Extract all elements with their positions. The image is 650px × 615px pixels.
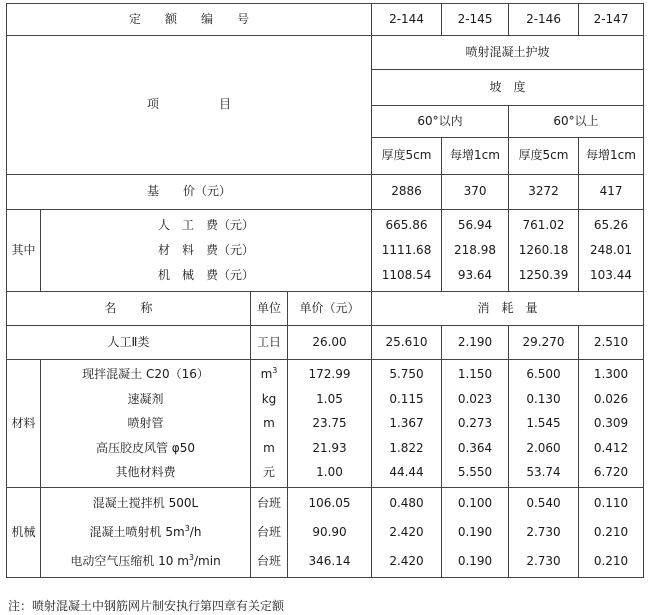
material-value: 1.822 — [389, 440, 424, 455]
machine-values — [579, 488, 644, 578]
item-label: 项 目 — [7, 36, 372, 175]
breakdown-value: 218.98 — [454, 243, 497, 257]
material-value: 5.750 — [389, 367, 424, 382]
breakdown-item-name: 人 工 费（元） — [158, 218, 255, 232]
material-price: 1.05 — [316, 391, 343, 406]
material-names — [41, 360, 251, 488]
materials-label: 材料 — [7, 360, 41, 488]
material-value: 1.367 — [389, 416, 424, 431]
machine-value: 0.480 — [389, 496, 424, 510]
material-value: 6.720 — [593, 465, 629, 480]
col-unit-header: 单位 — [251, 292, 288, 326]
material-name: 高压胶皮风管 φ50 — [95, 440, 195, 455]
breakdown-values — [372, 210, 442, 292]
machine-unit: 台班 — [256, 525, 281, 539]
base-price-value: 3272 — [509, 175, 579, 210]
quota-table — [6, 3, 644, 578]
work-name-row — [7, 36, 644, 70]
material-value: 2.060 — [526, 440, 561, 455]
machine-price: 346.14 — [308, 554, 351, 568]
breakdown-value: 65.26 — [593, 218, 629, 232]
breakdown-value: 761.02 — [522, 218, 565, 232]
base-price-label: 基 价（元） — [7, 175, 372, 210]
material-value: 0.412 — [593, 440, 629, 455]
col-consumption-header: 消 耗 量 — [372, 292, 644, 326]
machine-value: 2.420 — [389, 525, 424, 539]
material-values — [579, 360, 644, 488]
labor-price: 26.00 — [288, 326, 372, 360]
thickness-cell: 每增1cm — [579, 138, 644, 175]
material-unit: m — [263, 440, 275, 455]
machine-units — [251, 488, 288, 578]
breakdown-value: 1250.39 — [518, 268, 569, 282]
labor-value: 29.270 — [509, 326, 579, 360]
labor-value: 2.190 — [442, 326, 509, 360]
material-values — [372, 360, 442, 488]
material-price: 172.99 — [308, 367, 351, 382]
machine-name: 混凝土搅拌机 500L — [92, 496, 199, 510]
material-value: 0.130 — [526, 391, 561, 406]
machine-value: 0.190 — [457, 525, 493, 539]
machine-value: 2.420 — [389, 554, 424, 568]
material-value: 1.150 — [457, 367, 493, 382]
machine-unit: 台班 — [256, 496, 281, 510]
material-name: 其他材料费 — [115, 465, 176, 480]
material-unit: m — [263, 416, 275, 431]
code-cell: 2-145 — [442, 4, 509, 36]
footnote: 注：喷射混凝土中钢筋网片制安执行第四章有关定额 — [8, 599, 285, 613]
labor-value: 2.510 — [579, 326, 644, 360]
labor-unit: 工日 — [251, 326, 288, 360]
machine-values — [442, 488, 509, 578]
machine-value: 0.540 — [526, 496, 561, 510]
material-value: 6.500 — [526, 367, 561, 382]
breakdown-value: 1108.54 — [381, 268, 432, 282]
breakdown-label: 其中 — [7, 210, 41, 292]
breakdown-row — [7, 210, 644, 292]
labor-name: 人工Ⅱ类 — [7, 326, 251, 360]
thickness-cell: 厚度5cm — [372, 138, 442, 175]
machine-value: 0.190 — [457, 554, 493, 568]
breakdown-values — [509, 210, 579, 292]
material-name: 速凝剂 — [127, 391, 164, 406]
material-unit: $m^3$ — [260, 366, 278, 382]
machine-value: 0.210 — [593, 525, 629, 539]
breakdown-value: 93.64 — [457, 268, 493, 282]
quota-number-row — [7, 4, 644, 36]
material-price: 21.93 — [312, 440, 347, 455]
material-value: 53.74 — [526, 465, 561, 480]
material-value: 1.545 — [526, 416, 561, 431]
breakdown-values — [579, 210, 644, 292]
breakdown-value: 665.86 — [385, 218, 428, 232]
material-unit: 元 — [262, 465, 275, 480]
machine-prices — [288, 488, 372, 578]
material-name: 现拌混凝土 C20（16） — [82, 367, 209, 382]
machine-name: 电动空气压缩机 10 $m^3/\min$ — [70, 553, 221, 568]
material-value: 0.023 — [457, 391, 493, 406]
base-price-value: 370 — [442, 175, 509, 210]
breakdown-value: 103.44 — [590, 268, 633, 282]
material-values — [509, 360, 579, 488]
breakdown-value: 1260.18 — [518, 243, 569, 257]
work-name: 喷射混凝土护坡 — [372, 36, 644, 70]
breakdown-names — [41, 210, 372, 292]
breakdown-value: 1111.68 — [381, 243, 432, 257]
machine-value: 0.100 — [457, 496, 493, 510]
material-value: 1.300 — [593, 367, 629, 382]
machine-value: 2.730 — [526, 554, 561, 568]
thickness-cell: 厚度5cm — [509, 138, 579, 175]
slope-label: 坡 度 — [372, 70, 644, 106]
code-cell: 2-147 — [579, 4, 644, 36]
slope-group: 60°以上 — [509, 106, 644, 138]
column-header-row — [7, 292, 644, 326]
breakdown-item-name: 机 械 费（元） — [158, 268, 255, 282]
thickness-cell: 每增1cm — [442, 138, 509, 175]
machine-unit: 台班 — [256, 554, 281, 568]
machine-names — [41, 488, 251, 578]
material-price: 23.75 — [312, 416, 347, 431]
machine-price: 106.05 — [308, 496, 351, 510]
machine-value: 2.730 — [526, 525, 561, 539]
base-price-value: 2886 — [372, 175, 442, 210]
material-prices — [288, 360, 372, 488]
machine-values — [372, 488, 442, 578]
labor-value: 25.610 — [372, 326, 442, 360]
breakdown-value: 56.94 — [457, 218, 493, 232]
code-cell: 2-146 — [509, 4, 579, 36]
col-name-header: 名 称 — [7, 292, 251, 326]
machine-value: 0.210 — [593, 554, 629, 568]
machinery-label: 机械 — [7, 488, 41, 578]
machine-price: 90.90 — [312, 525, 347, 539]
breakdown-values — [442, 210, 509, 292]
labor-row — [7, 326, 644, 360]
material-value: 44.44 — [389, 465, 424, 480]
material-values — [442, 360, 509, 488]
material-value: 0.309 — [593, 416, 629, 431]
col-price-header: 单价（元） — [288, 292, 372, 326]
breakdown-value: 248.01 — [590, 243, 633, 257]
code-cell: 2-144 — [372, 4, 442, 36]
material-name: 喷射管 — [127, 416, 164, 431]
materials-row — [7, 360, 644, 488]
material-unit: kg — [261, 391, 277, 406]
machinery-row — [7, 488, 644, 578]
material-price: 1.00 — [316, 465, 343, 480]
material-value: 0.364 — [457, 440, 493, 455]
material-units — [251, 360, 288, 488]
material-value: 0.273 — [457, 416, 493, 431]
machine-value: 0.110 — [593, 496, 629, 510]
material-value: 5.550 — [457, 465, 493, 480]
machine-values — [509, 488, 579, 578]
slope-group: 60°以内 — [372, 106, 509, 138]
material-value: 0.026 — [593, 391, 629, 406]
quota-number-label: 定 额 编 号 — [7, 4, 372, 36]
material-value: 0.115 — [389, 391, 424, 406]
machine-name: 混凝土喷射机 $5m^3/h$ — [89, 524, 202, 539]
base-price-value: 417 — [579, 175, 644, 210]
base-price-row — [7, 175, 644, 210]
breakdown-item-name: 材 料 费（元） — [158, 243, 255, 257]
